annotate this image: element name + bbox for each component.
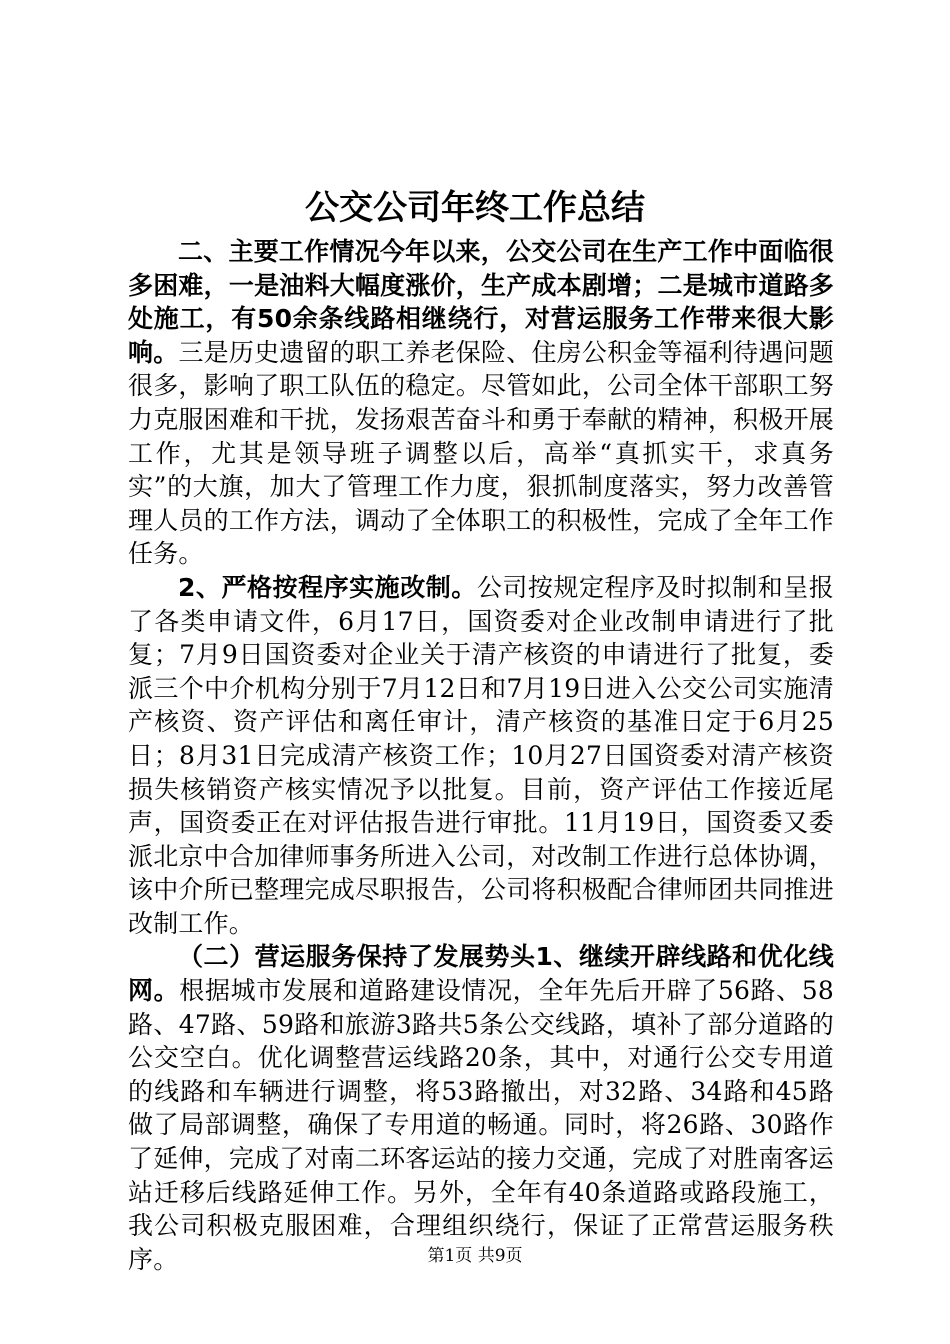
paragraph-text: 三是历史遗留的职工养老保险、住房公积金等福利待遇问题很多，影响了职工队伍的稳定。尽管如此，公司全体干部职工努力克服困难和干扰，发扬艰苦奋斗和勇于奉献的精神，积极开展工作，尤其是领导班子调整以后，高举“真抓实干，求真务实”的大旗，加大了管理工作力度，狠抓制度落实，努力改善管理人员的工作方法，调动了全体职工的积极性，完成了全年工作任务。 [128, 337, 835, 569]
paragraph-heading: 二、主要工作情况今年以来，公交公司在生产工作中面临很多困难，一是油料大幅度涨价，生产成本剧增；二是城市道路多处施工，有50余条线路相继绕行，对营运服务工作带来很大影响。 [128, 237, 834, 367]
document-body [128, 235, 834, 1276]
paragraph-heading: （二）营运服务保持了发展势头1、继续开辟线路和优化线网。 [128, 942, 834, 1006]
document-title: 公交公司年终工作总结 [305, 188, 645, 228]
paragraph-main-work [128, 235, 834, 571]
page-number-footer: 第1页 共9页 [427, 1246, 523, 1266]
paragraph-text: 根据城市发展和道路建设情况，全年先后开辟了56路、58路、47路、59路和旅游3路共5条公交线路，填补了部分道路的公交空白。优化调整营运线路20条，其中，对通行公交专用道的线路和车辆进行调整，将53路撤出，对32路、34路和45路做了局部调整，确保了专用道的畅通。同时，将26路、30路作了延伸，完成了对南二环客运站的接力交通，完成了对胜南客运站迁移后线路延伸工作。另外，全年有40条道路或路段施工，我公司积极克服困难，合理组织绕行，保证了正常营运服务秩序。 [128, 976, 834, 1274]
paragraph-heading: 2、严格按程序实施改制。 [178, 572, 477, 602]
paragraph-text: 公司按规定程序及时拟制和呈报了各类申请文件，6月17日，国资委对企业改制申请进行了批复；7月9日国资委对企业关于清产核资的申请进行了批复，委派三个中介机构分别于7月12日和7月19日进入公交公司实施清产核资、资产评估和离任审计，清产核资的基准日定于6月25日；8月31日完成清产核资工作；10月27日国资委对清产核资损失核销资产核实情况予以批复。目前，资产评估工作接近尾声，国资委正在对评估报告进行审批。11月19日，国资委又委派北京中合加律师事务所进入公司，对改制工作进行总体协调，该中介所已整理完成尽职报告，公司将积极配合律师团共同推进改制工作。 [128, 572, 834, 938]
paragraph-operations [128, 940, 834, 1276]
paragraph-restructuring [128, 571, 834, 941]
